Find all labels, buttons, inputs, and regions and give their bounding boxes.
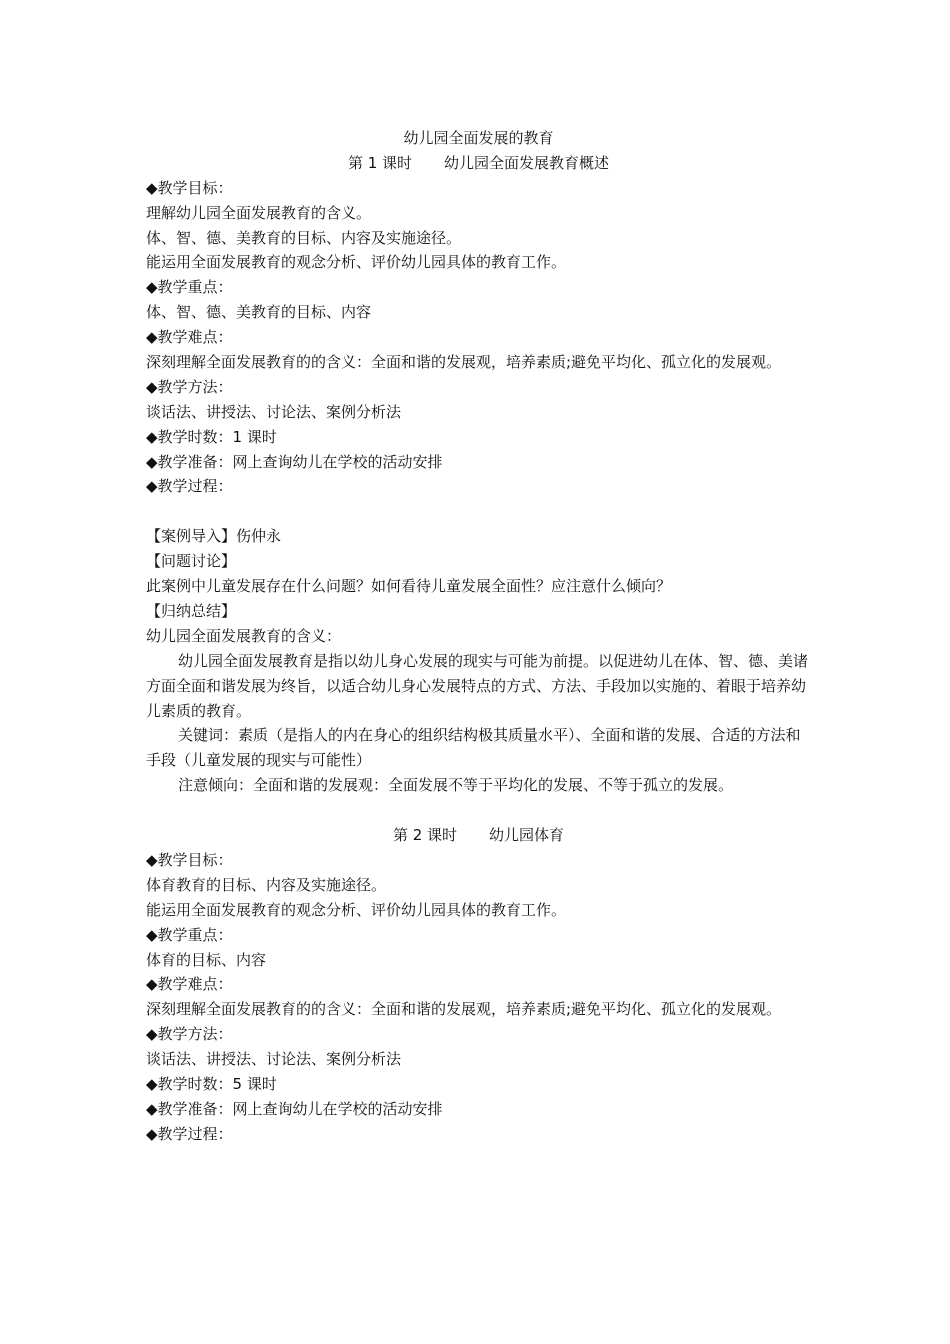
lesson1-goal-3: 能运用全面发展教育的观念分析、评价幼儿园具体的教育工作。	[146, 253, 567, 272]
lesson2-number: 第 2 课时	[392, 826, 458, 845]
lesson1-hours: ◆教学时数：1 课时	[146, 427, 277, 446]
document-title: 幼儿园全面发展的教育	[403, 129, 554, 147]
lesson1-goal-1: 理解幼儿园全面发展教育的含义。	[146, 203, 372, 222]
lesson1-name: 幼儿园全面发展教育概述	[444, 153, 610, 172]
meaning-label: 幼儿园全面发展教育的含义：	[146, 626, 342, 645]
lesson1-heading	[146, 151, 811, 176]
lesson2-method: 谈话法、讲授法、讨论法、案例分析法	[146, 1050, 402, 1069]
lesson1-key-label: ◆教学重点：	[146, 278, 233, 297]
lesson1-goal-label: ◆教学目标：	[146, 178, 233, 197]
lesson1-method-label: ◆教学方法：	[146, 377, 233, 396]
discussion-text: 此案例中儿童发展存在什么问题？如何看待儿童发展全面性？应注意什么倾向？	[146, 577, 672, 596]
case-intro: 【案例导入】伤仲永	[146, 527, 282, 546]
lesson2-heading	[146, 823, 811, 848]
lesson1-key: 体、智、德、美教育的目标、内容	[146, 303, 372, 322]
lesson2-goal-1: 体育教育的目标、内容及实施途径。	[146, 875, 387, 894]
lesson1-number: 第 1 课时	[347, 153, 413, 172]
lesson1-preparation: ◆教学准备：网上查询幼儿在学校的活动安排	[146, 452, 443, 471]
lesson1-goal-2: 体、智、德、美教育的目标、内容及实施途径。	[146, 228, 462, 247]
lesson2-goal-label: ◆教学目标：	[146, 850, 233, 869]
lesson2-difficulty-label: ◆教学难点：	[146, 975, 233, 994]
lesson2-name: 幼儿园体育	[489, 826, 565, 845]
lesson1-difficulty: 深刻理解全面发展教育的的含义：全面和谐的发展观，培养素质;避免平均化、孤立化的发展观。	[146, 353, 782, 372]
blank-line	[146, 798, 811, 823]
lesson2-key: 体育的目标、内容	[146, 950, 267, 969]
lesson1-difficulty-label: ◆教学难点：	[146, 328, 233, 347]
document-page	[146, 126, 811, 1147]
keywords-paragraph: 关键词：素质（是指人的内在身心的组织结构极其质量水平）、全面和谐的发展、合适的方法和手段（儿童发展的现实与可能性）	[146, 726, 801, 770]
lesson2-hours: ◆教学时数：5 课时	[146, 1074, 277, 1093]
lesson2-preparation: ◆教学准备：网上查询幼儿在学校的活动安排	[146, 1099, 443, 1118]
lesson1-process-label: ◆教学过程：	[146, 477, 233, 496]
attention-paragraph: 注意倾向：全面和谐的发展观：全面发展不等于平均化的发展、不等于孤立的发展。	[178, 776, 734, 795]
lesson2-key-label: ◆教学重点：	[146, 925, 233, 944]
blank-line	[146, 499, 811, 524]
lesson2-difficulty: 深刻理解全面发展教育的的含义：全面和谐的发展观，培养素质;避免平均化、孤立化的发展观。	[146, 1000, 782, 1019]
lesson2-goal-2: 能运用全面发展教育的观念分析、评价幼儿园具体的教育工作。	[146, 900, 567, 919]
discussion-label: 【问题讨论】	[146, 552, 237, 571]
lesson2-process-label: ◆教学过程：	[146, 1124, 233, 1143]
lesson2-method-label: ◆教学方法：	[146, 1025, 233, 1044]
summary-label: 【归纳总结】	[146, 601, 237, 620]
lesson1-method: 谈话法、讲授法、讨论法、案例分析法	[146, 402, 402, 421]
meaning-paragraph: 幼儿园全面发展教育是指以幼儿身心发展的现实与可能为前提。以促进幼儿在体、智、德、美诸方面全面和谐发展为终旨，以适合幼儿身心发展特点的方式、方法、手段加以实施的、着眼于培养幼儿素质的教育。	[146, 651, 809, 720]
